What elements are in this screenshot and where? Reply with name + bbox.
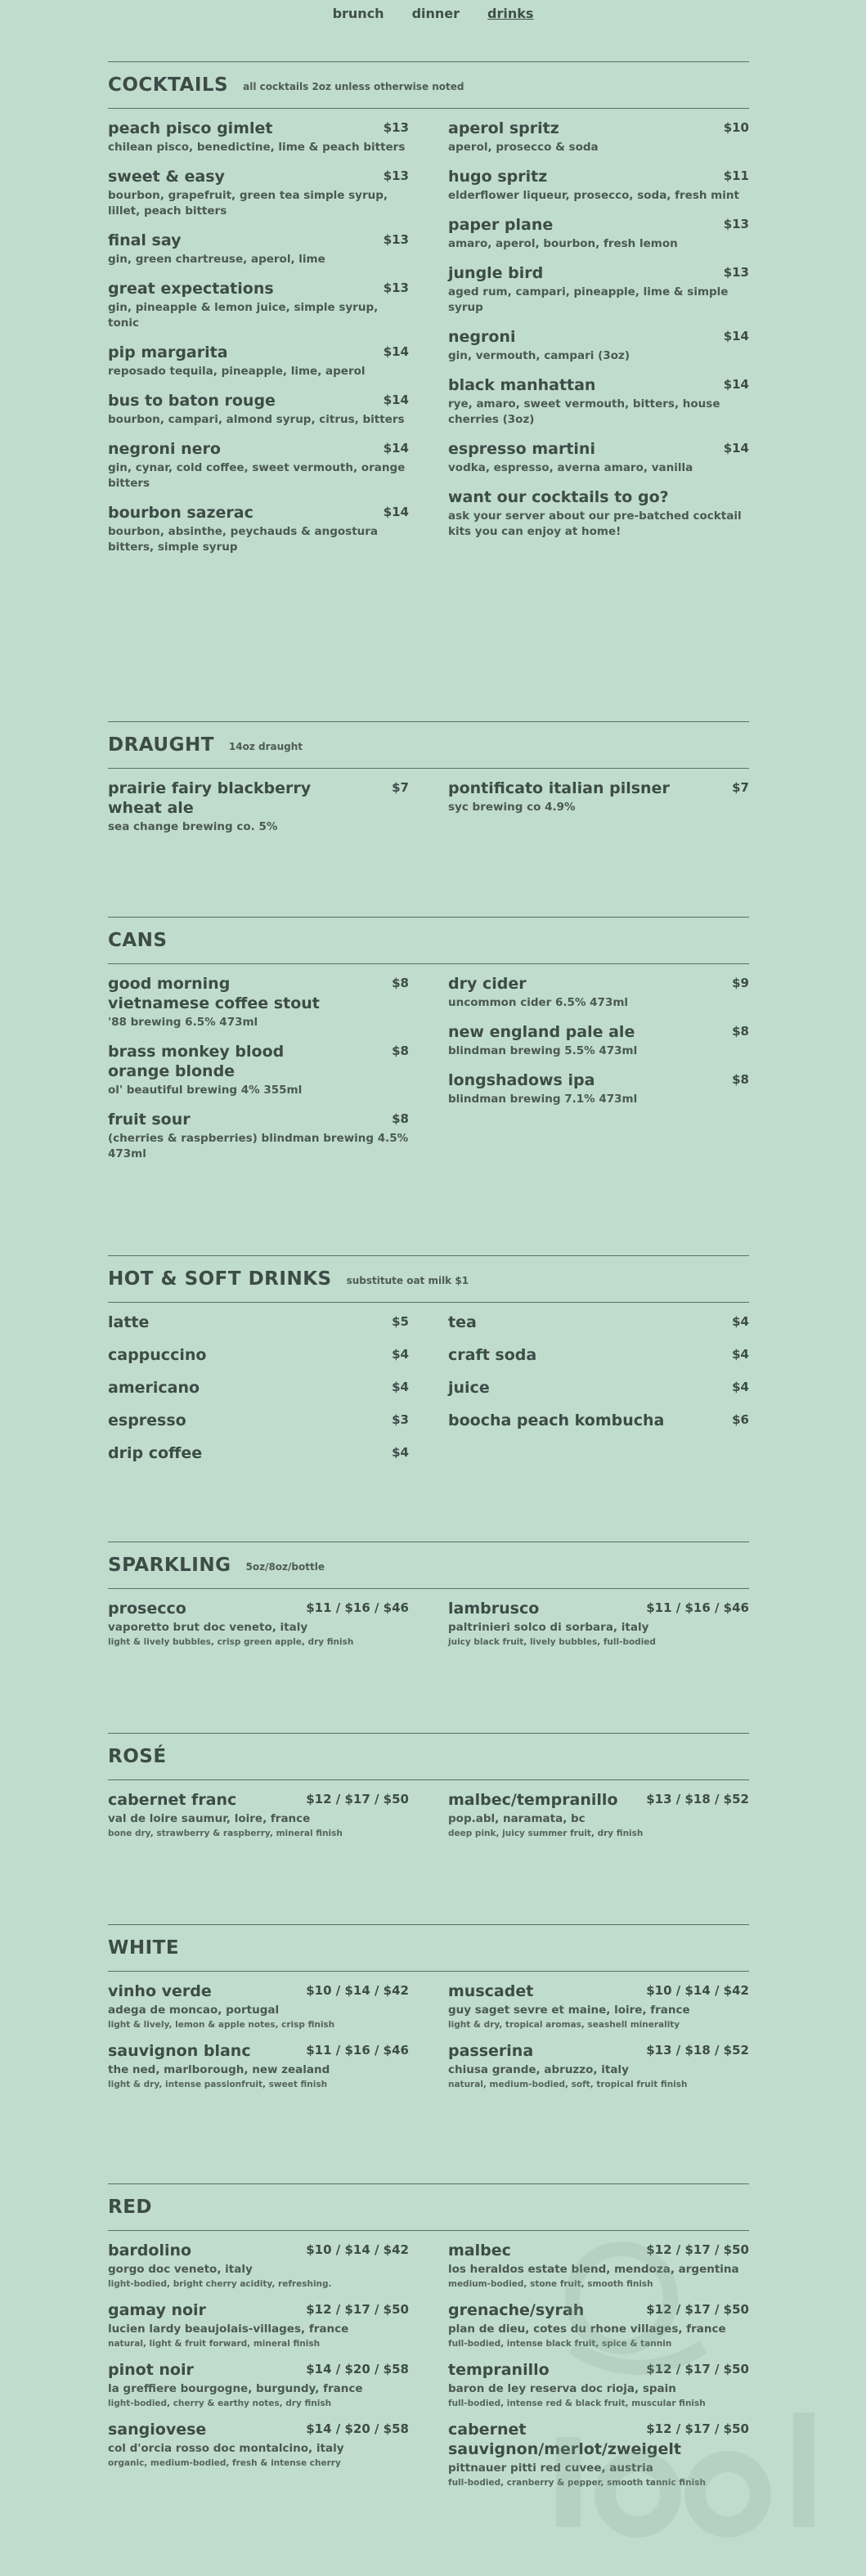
menu-item <box>448 2420 749 2489</box>
item-description: pop.abl, naramata, bc <box>448 1812 586 1825</box>
item-price: $10 / $14 / $42 <box>646 1983 749 1998</box>
menu-item <box>448 1378 749 1400</box>
item-description: val de loire saumur, loire, france <box>108 1812 311 1825</box>
item-description: gin, vermouth, campari (3oz) <box>448 349 630 362</box>
item-price: $6 <box>732 1412 749 1427</box>
item-name: juice <box>448 1379 490 1397</box>
menu-item <box>448 215 749 252</box>
item-price: $4 <box>392 1380 409 1394</box>
item-price: $12 / $17 / $50 <box>306 1792 409 1806</box>
item-name: aperol spritz <box>448 119 559 137</box>
menu-item <box>108 343 409 379</box>
section-title: RED <box>108 2197 153 2218</box>
hot-right-column <box>448 1313 749 1476</box>
menu-item <box>108 2041 409 2091</box>
item-description: adega de moncao, portugal <box>108 2004 280 2017</box>
item-name: great expectations <box>108 280 274 298</box>
item-description: rye, amaro, sweet vermouth, bitters, house cherries (3oz) <box>448 397 720 426</box>
item-name: sweet & easy <box>108 168 225 186</box>
menu-item <box>108 1790 409 1840</box>
item-price: $13 <box>723 265 749 280</box>
item-name: good morning vietnamese coffee stout <box>108 975 320 1012</box>
cans-columns <box>108 974 749 1174</box>
red-header <box>108 2183 749 2231</box>
section-note: 14oz draught <box>228 741 303 752</box>
item-name: muscadet <box>448 1982 534 2000</box>
item-description: paltrinieri solco di sorbara, italy <box>448 1621 649 1634</box>
item-tasting-notes: organic, medium-bodied, fresh & intense cherry <box>108 2458 341 2468</box>
red-left-column <box>108 2241 409 2499</box>
menu-item <box>108 1110 409 1162</box>
cocktails-columns <box>108 119 749 567</box>
menu-item <box>108 1411 409 1433</box>
menu-item <box>108 391 409 428</box>
item-price: $14 <box>383 393 409 407</box>
red-columns <box>108 2241 749 2499</box>
item-name: passerina <box>448 2042 534 2060</box>
item-description: bourbon, campari, almond syrup, citrus, bitters <box>108 413 405 426</box>
rose-left-column <box>108 1790 409 1850</box>
rose-section <box>108 1733 749 1850</box>
item-tasting-notes: light & lively bubbles, crisp green apple, dry finish <box>108 1637 354 1647</box>
cocktails-header <box>108 61 749 109</box>
item-description: amaro, aperol, bourbon, fresh lemon <box>448 237 678 250</box>
item-name: longshadows ipa <box>448 1071 595 1089</box>
item-name: bus to baton rouge <box>108 392 276 410</box>
item-price: $11 / $16 / $46 <box>306 1600 409 1615</box>
item-name: pinot noir <box>108 2361 194 2379</box>
menu-item <box>108 279 409 331</box>
white-section <box>108 1924 749 2101</box>
menu-item <box>108 1345 409 1367</box>
menu-item <box>108 2420 409 2470</box>
menu-item <box>448 2041 749 2091</box>
menu-item <box>448 779 749 815</box>
menu-item <box>108 1981 409 2031</box>
menu-item <box>448 263 749 316</box>
cans-left-column <box>108 974 409 1174</box>
item-name: pontificato italian pilsner <box>448 779 670 797</box>
item-description: '88 brewing 6.5% 473ml <box>108 1016 258 1029</box>
draught-header <box>108 721 749 769</box>
cans-section <box>108 917 749 1174</box>
white-left-column <box>108 1981 409 2101</box>
item-description: sea change brewing co. 5% <box>108 820 278 833</box>
section-note: 5oz/8oz/bottle <box>245 1561 325 1573</box>
item-name: negroni <box>448 328 516 346</box>
item-tasting-notes: natural, light & fruit forward, mineral finish <box>108 2339 321 2349</box>
menu-item <box>448 2300 749 2350</box>
item-price: $4 <box>732 1314 749 1329</box>
menu-item <box>448 1981 749 2031</box>
menu-item <box>448 327 749 364</box>
section-title: DRAUGHT <box>108 734 214 756</box>
item-price: $4 <box>392 1445 409 1460</box>
item-price: $4 <box>732 1347 749 1362</box>
item-name: hugo spritz <box>448 168 548 186</box>
item-name: jungle bird <box>448 264 544 282</box>
item-name: latte <box>108 1313 150 1331</box>
item-description: guy saget sevre et maine, loire, france <box>448 2004 690 2017</box>
item-description: la greffiere bourgogne, burgundy, france <box>108 2382 363 2395</box>
menu-item <box>108 439 409 491</box>
item-price: $7 <box>392 780 409 795</box>
item-tasting-notes: full-bodied, cranberry & pepper, smooth tannic finish <box>448 2478 706 2488</box>
sparkling-left-column <box>108 1599 409 1658</box>
item-price: $13 <box>723 217 749 231</box>
rose-columns <box>108 1790 749 1850</box>
nav-brunch[interactable]: brunch <box>332 5 384 21</box>
item-name: grenache/syrah <box>448 2301 585 2319</box>
item-name: cabernet sauvignon/merlot/zweigelt <box>448 2421 681 2458</box>
item-description: syc brewing co 4.9% <box>448 801 576 814</box>
menu-item <box>448 167 749 204</box>
item-price: $8 <box>732 1072 749 1087</box>
menu-item <box>108 1313 409 1335</box>
item-name: malbec <box>448 2242 511 2260</box>
menu-item <box>448 1313 749 1335</box>
item-price: $11 / $16 / $46 <box>306 2043 409 2058</box>
menu-item <box>448 439 749 476</box>
item-tasting-notes: light & lively, lemon & apple notes, crisp finish <box>108 2020 335 2030</box>
item-description: vodka, espresso, averna amaro, vanilla <box>448 461 693 474</box>
item-description: gin, pineapple & lemon juice, simple syrup, tonic <box>108 301 379 330</box>
item-price: $12 / $17 / $50 <box>646 2242 749 2257</box>
item-price: $14 / $20 / $58 <box>306 2421 409 2436</box>
red-section <box>108 2183 749 2499</box>
item-price: $12 / $17 / $50 <box>646 2421 749 2436</box>
hot-soft-drinks-header <box>108 1255 749 1303</box>
item-price: $14 <box>723 441 749 456</box>
item-name: pip margarita <box>108 343 228 361</box>
menu-item <box>448 2360 749 2410</box>
item-name: cabernet franc <box>108 1791 237 1809</box>
sparkling-header <box>108 1542 749 1589</box>
item-name: fruit sour <box>108 1111 191 1129</box>
cocktails-right-column <box>448 119 749 567</box>
menu-item <box>108 2360 409 2410</box>
item-tasting-notes: juicy black fruit, lively bubbles, full-bodied <box>448 1637 656 1647</box>
item-price: $11 / $16 / $46 <box>646 1600 749 1615</box>
item-description: chilean pisco, benedictine, lime & peach bitters <box>108 141 406 154</box>
section-title: CANS <box>108 930 168 951</box>
menu-item <box>108 1378 409 1400</box>
menu-item <box>108 167 409 219</box>
sparkling-section <box>108 1542 749 1658</box>
rose-right-column <box>448 1790 749 1850</box>
menu-item <box>448 1599 749 1649</box>
item-price: $7 <box>732 780 749 795</box>
item-price: $14 <box>383 441 409 456</box>
cocktails-section <box>108 61 749 567</box>
item-description: los heraldos estate blend, mendoza, argentina <box>448 2263 739 2276</box>
item-name: espresso <box>108 1411 186 1429</box>
item-description: (cherries & raspberries) blindman brewing 4.5% 473ml <box>108 1132 409 1160</box>
item-description: lucien lardy beaujolais-villages, france <box>108 2322 349 2336</box>
item-name: craft soda <box>448 1346 537 1364</box>
item-description: elderflower liqueur, prosecco, soda, fresh mint <box>448 189 739 202</box>
hot-columns <box>108 1313 749 1476</box>
item-name: vinho verde <box>108 1982 212 2000</box>
menu-item <box>448 2241 749 2291</box>
menu-item <box>108 1042 409 1098</box>
item-description: ask your server about our pre-batched cocktail kits you can enjoy at home! <box>448 509 742 538</box>
item-description: col d'orcia rosso doc montalcino, italy <box>108 2442 344 2455</box>
item-name: malbec/tempranillo <box>448 1791 618 1809</box>
menu-item <box>108 231 409 267</box>
item-description: bourbon, absinthe, peychauds & angostura bitters, simple syrup <box>108 525 379 554</box>
item-price: $13 <box>383 120 409 135</box>
nav-drinks[interactable]: drinks <box>487 5 534 21</box>
item-price: $3 <box>392 1412 409 1427</box>
item-price: $11 <box>723 168 749 183</box>
item-name: want our cocktails to go? <box>448 488 669 506</box>
menu-item <box>448 1411 749 1433</box>
cans-header <box>108 917 749 964</box>
menu-item <box>448 375 749 428</box>
item-description: gin, green chartreuse, aperol, lime <box>108 253 325 266</box>
item-description: gorgo doc veneto, italy <box>108 2263 253 2276</box>
item-price: $8 <box>392 1111 409 1126</box>
item-description: blindman brewing 7.1% 473ml <box>448 1093 638 1106</box>
item-tasting-notes: bone dry, strawberry & raspberry, mineral finish <box>108 1829 343 1838</box>
item-price: $8 <box>392 976 409 990</box>
item-description: vaporetto brut doc veneto, italy <box>108 1621 308 1634</box>
item-price: $4 <box>392 1347 409 1362</box>
item-name: final say <box>108 231 182 249</box>
section-note: all cocktails 2oz unless otherwise noted <box>243 81 464 92</box>
item-name: prosecco <box>108 1600 186 1618</box>
item-tasting-notes: light-bodied, cherry & earthy notes, dry finish <box>108 2399 332 2408</box>
section-title: WHITE <box>108 1937 180 1959</box>
menu-item <box>108 503 409 555</box>
item-tasting-notes: light & dry, tropical aromas, seashell minerality <box>448 2020 680 2030</box>
white-header <box>108 1924 749 1972</box>
item-tasting-notes: natural, medium-bodied, soft, tropical fruit finish <box>448 2080 688 2089</box>
item-name: tea <box>448 1313 477 1331</box>
menu-item <box>448 974 749 1011</box>
item-name: sangiovese <box>108 2421 207 2439</box>
nav-dinner[interactable]: dinner <box>411 5 460 21</box>
item-description: baron de ley reserva doc rioja, spain <box>448 2382 676 2395</box>
white-right-column <box>448 1981 749 2101</box>
item-price: $13 <box>383 232 409 247</box>
item-price: $14 <box>383 344 409 359</box>
item-name: cappuccino <box>108 1346 207 1364</box>
item-name: black manhattan <box>448 376 596 394</box>
red-right-column <box>448 2241 749 2499</box>
section-title: ROSÉ <box>108 1746 167 1767</box>
item-name: brass monkey blood orange blonde <box>108 1043 285 1080</box>
item-description: the ned, marlborough, new zealand <box>108 2063 330 2076</box>
section-title: COCKTAILS <box>108 74 229 96</box>
item-price: $14 / $20 / $58 <box>306 2362 409 2376</box>
item-price: $14 <box>723 377 749 392</box>
cans-right-column <box>448 974 749 1174</box>
menu-item <box>108 2241 409 2291</box>
item-price: $13 <box>383 280 409 295</box>
item-price: $10 / $14 / $42 <box>306 2242 409 2257</box>
item-price: $10 <box>723 120 749 135</box>
item-name: bardolino <box>108 2242 192 2260</box>
item-price: $14 <box>723 329 749 343</box>
item-tasting-notes: deep pink, juicy summer fruit, dry finish <box>448 1829 644 1838</box>
menu-item <box>448 119 749 155</box>
item-name: sauvignon blanc <box>108 2042 251 2060</box>
white-columns <box>108 1981 749 2101</box>
draught-left-column <box>108 779 409 846</box>
item-tasting-notes: full-bodied, intense red & black fruit, muscular finish <box>448 2399 706 2408</box>
item-description: uncommon cider 6.5% 473ml <box>448 996 629 1009</box>
item-description: pittnauer pitti red cuvee, austria <box>448 2462 653 2475</box>
item-price: $9 <box>732 976 749 990</box>
item-name: espresso martini <box>448 440 595 458</box>
item-price: $13 / $18 / $52 <box>646 1792 749 1806</box>
item-name: negroni nero <box>108 440 221 458</box>
cocktails-left-column <box>108 119 409 567</box>
item-name: gamay noir <box>108 2301 206 2319</box>
item-name: dry cider <box>448 975 527 993</box>
draught-right-column <box>448 779 749 846</box>
section-title: SPARKLING <box>108 1555 231 1576</box>
top-nav <box>0 0 866 26</box>
item-name: peach pisco gimlet <box>108 119 273 137</box>
item-name: americano <box>108 1379 200 1397</box>
item-price: $4 <box>732 1380 749 1394</box>
item-tasting-notes: light-bodied, bright cherry acidity, refreshing. <box>108 2279 332 2289</box>
sparkling-right-column <box>448 1599 749 1658</box>
item-description: plan de dieu, cotes du rhone villages, france <box>448 2322 726 2336</box>
item-name: tempranillo <box>448 2361 550 2379</box>
item-description: blindman brewing 5.5% 473ml <box>448 1044 638 1057</box>
menu-item <box>108 1443 409 1465</box>
menu-item <box>448 1790 749 1840</box>
item-name: drip coffee <box>108 1444 203 1462</box>
item-price: $10 / $14 / $42 <box>306 1983 409 1998</box>
menu-item <box>448 1022 749 1059</box>
menu-item <box>108 974 409 1030</box>
item-description: reposado tequila, pineapple, lime, aperol <box>108 365 366 378</box>
item-name: bourbon sazerac <box>108 504 254 522</box>
item-name: lambrusco <box>448 1600 540 1618</box>
item-name: new england pale ale <box>448 1023 635 1041</box>
item-tasting-notes: full-bodied, intense black fruit, spice & tannin <box>448 2339 672 2349</box>
draught-columns <box>108 779 749 846</box>
item-price: $8 <box>732 1024 749 1039</box>
sparkling-columns <box>108 1599 749 1658</box>
menu-item <box>108 119 409 155</box>
item-price: $12 / $17 / $50 <box>306 2302 409 2317</box>
item-name: prairie fairy blackberry wheat ale <box>108 779 312 817</box>
draught-section <box>108 721 749 846</box>
item-description: bourbon, grapefruit, green tea simple syrup, lillet, peach bitters <box>108 189 388 218</box>
hot-left-column <box>108 1313 409 1476</box>
item-description: gin, cynar, cold coffee, sweet vermouth, orange bitters <box>108 461 406 490</box>
item-price: $13 / $18 / $52 <box>646 2043 749 2058</box>
item-description: chiusa grande, abruzzo, italy <box>448 2063 629 2076</box>
item-tasting-notes: light & dry, intense passionfruit, sweet finish <box>108 2080 328 2089</box>
item-description: aged rum, campari, pineapple, lime & simple syrup <box>448 285 729 314</box>
item-price: $5 <box>392 1314 409 1329</box>
item-price: $13 <box>383 168 409 183</box>
menu-item <box>108 1599 409 1649</box>
rose-header <box>108 1733 749 1780</box>
item-name: paper plane <box>448 216 554 234</box>
item-price: $14 <box>383 505 409 519</box>
item-price: $12 / $17 / $50 <box>646 2362 749 2376</box>
hot-soft-drinks-section <box>108 1255 749 1476</box>
menu-item <box>448 1070 749 1107</box>
item-price: $12 / $17 / $50 <box>646 2302 749 2317</box>
menu-item <box>448 487 749 540</box>
item-name: boocha peach kombucha <box>448 1411 665 1429</box>
item-description: ol' beautiful brewing 4% 355ml <box>108 1084 303 1097</box>
menu-item <box>108 2300 409 2350</box>
section-note: substitute oat milk $1 <box>346 1275 469 1286</box>
item-description: aperol, prosecco & soda <box>448 141 599 154</box>
item-price: $8 <box>392 1043 409 1058</box>
item-tasting-notes: medium-bodied, stone fruit, smooth finish <box>448 2279 653 2289</box>
menu-item <box>108 779 409 835</box>
menu-item <box>448 1345 749 1367</box>
section-title: HOT & SOFT DRINKS <box>108 1268 332 1290</box>
